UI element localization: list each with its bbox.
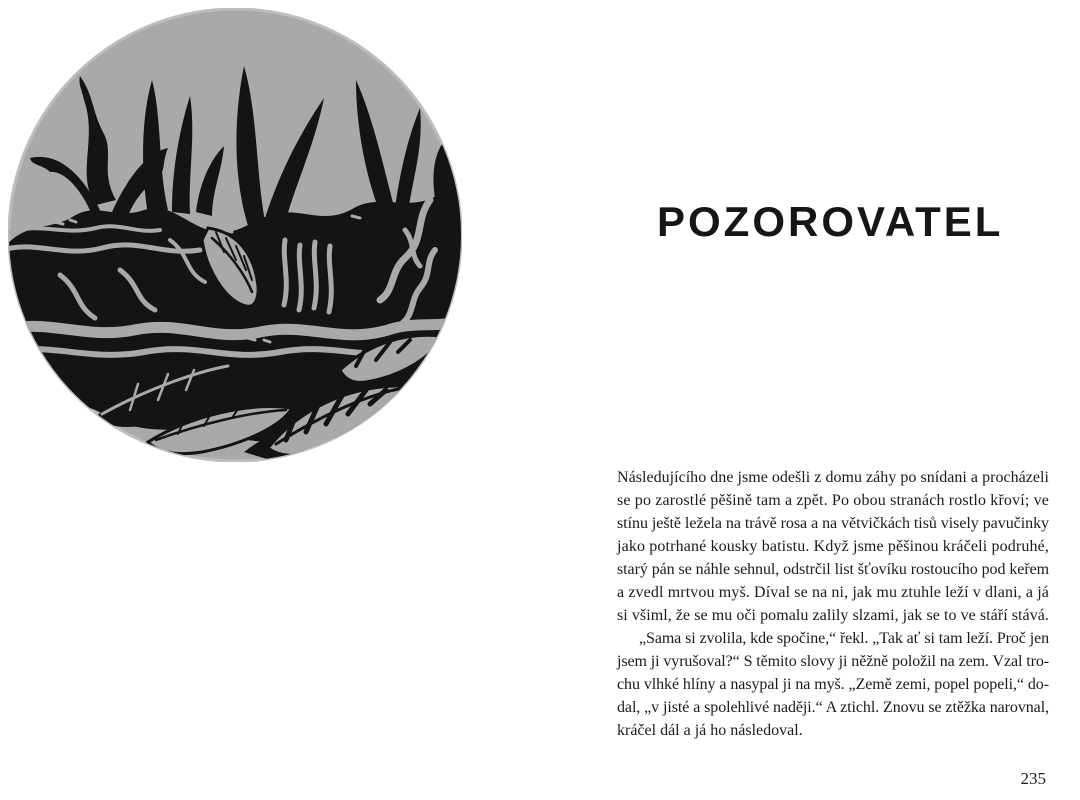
paragraph xyxy=(617,466,1049,627)
text-line: jako potrhané kousky batistu. Když jsme pěšinou kráčeli podruhé, xyxy=(617,538,1049,555)
text-line: „Sama si zvolila, kde spočine,“ řekl. „Tak ať si tam leží. Proč jen xyxy=(639,630,1049,647)
text-line: a zvedl mrtvou myš. Díval se na ni, jak mu ztuhle leží v dlani, a já xyxy=(617,584,1049,601)
text-line: si všiml, že se mu oči pomalu zalily slzami, jak se to ve stáří stává. xyxy=(617,607,1049,624)
chapter-title: POZOROVATEL xyxy=(657,198,1004,245)
text-line: kráčel dál a já ho následoval. xyxy=(617,722,803,739)
text-line: Následujícího dne jsme odešli z domu záhy po snídani a procházeli xyxy=(617,469,1049,486)
text-line: starý pán se náhle sehnul, odstrčil list šťovíku rostoucího pod keřem xyxy=(617,561,1049,578)
text-line: jsem ji vyrušoval?“ S těmito slovy ji něžně položil na zem. Vzal tro- xyxy=(617,653,1049,670)
text-line: stínu ještě ležela na trávě rosa a na větvičkách tisů visely pavučinky xyxy=(617,515,1049,532)
chapter-illustration xyxy=(8,8,462,462)
page-number: 235 xyxy=(1020,769,1046,788)
text-line: dal, „v jisté a spolehlivé naději.“ A ztichl. Znovu se ztěžka narovnal, xyxy=(617,699,1049,716)
chapter-illustration-svg xyxy=(8,8,462,462)
text-line: chu vlhké hlíny a nasypal ji na myš. „Země zemi, popel popeli,“ do- xyxy=(617,676,1049,693)
paragraph xyxy=(617,627,1049,742)
body-text xyxy=(617,466,1049,742)
text-line: se po zarostlé pěšině tam a zpět. Po obou stranách rostlo křoví; ve xyxy=(617,492,1049,509)
